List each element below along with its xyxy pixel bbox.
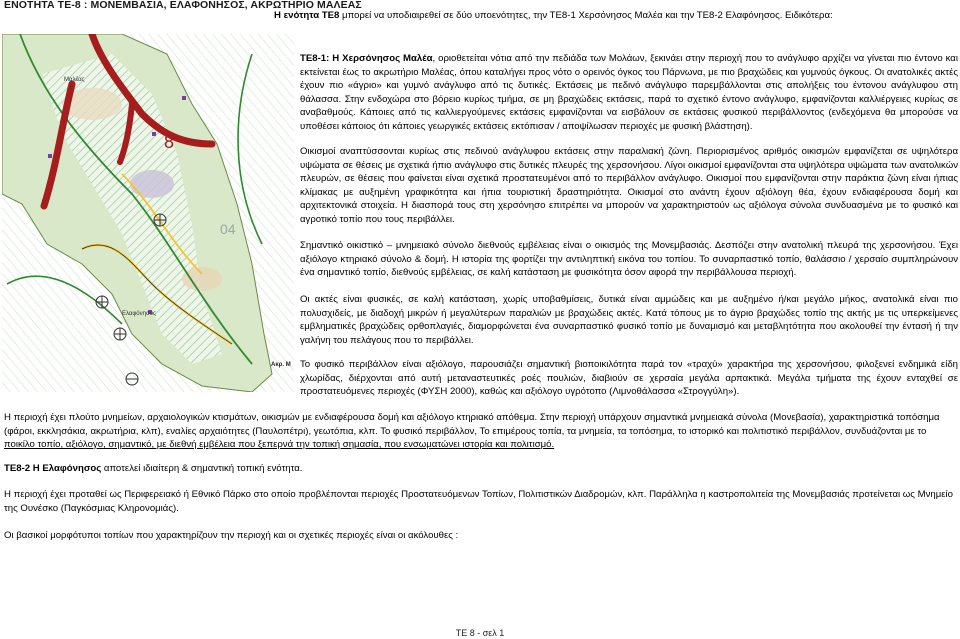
page-footer: ΤΕ 8 - σελ 1 xyxy=(455,628,505,638)
park-paragraph: Η περιοχή έχει προταθεί ως Περιφερειακό ή Εθνικό Πάρκο στο οποίο προβλέπονται περιοχές Προστατευόμενων Τοπίων, Πολιτιστικών Διαδρομών, κλπ. Παράλληλα η καστροπολιτεία της Μονεμβασιάς προτείνεται ως Μνημείο της Ουνέσκο (Παγκόσμιας Κληρονομιάς). xyxy=(4,489,953,514)
te82-paragraph xyxy=(4,462,958,476)
map-zone-label: 8 xyxy=(164,132,175,152)
heritage-underlined-text: ποικίλο τοπίο, αξιόλογο, σημαντικό, με διεθνή εμβέλεια που ξεπερνά την τοπική σημασία, που ενσωματώνει ιστορία και πολιτισμό. xyxy=(4,439,555,451)
te81-paragraph-3: Σημαντικό οικιστικό – μνημειακό σύνολο διεθνούς εμβέλειας είναι ο οικισμός της Μονεμβασιάς. Δεσπόζει στην ανατολική πλευρά της χερσονήσου. Έχει αξιόλογο κτηριακό σύνολο & δομή. Η ιστορία της φορτίζει την αντιληπτική εικόνα του τοπίου. Το συναρπαστικό τοπίο, θαλάσσιο / χερσαίο συμπληρώνουν ένα σημαντικό τοπίο, διεθνούς εμβέλειας, σε καλή κατάσταση με φυσικότητα όσον αφορά την περιβάλλουσα περιοχή. xyxy=(300,240,958,279)
heritage-text: Η περιοχή έχει πλούτο μνημείων, αρχαιολογικών κτισμάτων, οικισμών με ενδιαφέρουσα δομή και αξιόλογο κτηριακό απόθεμα. Στην περιοχή υπάρχουν σημαντικά μνημειακά σύνολα (Μονεβασία), χαρακτηριστικά τοπόσημα (φάροι, εκκλησάκια, ακρωτήρια, κλπ), εναλίες αρχαιότητες (Παυλοπέτρι), γεωτόπια, κλπ. Το φυσικό περιβάλλον, Το επιμέρους τοπία, τα μνημεία, τα τοπόσημα, το ιστορικό και πολιτιστικό περιβάλλον, συνδυάζονται με το xyxy=(4,412,940,437)
landscape-types-paragraph: Οι βασικοί μορφότυποι τοπίων που χαρακτηρίζουν την περιοχή και οι σχετικές περιοχές είναι οι ακόλουθες : xyxy=(4,530,459,541)
te81-paragraph-5: Το φυσικό περιβάλλον είναι αξιόλογο, παρουσιάζει σημαντική βιοποικιλότητα παρά τον «τραχύ» χαρακτήρα της χερσονήσου, φιλοξενεί ενδημικά είδη χλωρίδας, διέρχονται από αυτή μεταναστευτικές ροές πουλιών, διαβιούν σε χερσαία μεγάλα αρπακτικά. Μεγάλα τμήματα της έχουν ενταχθεί σε προστατευόμενες περιοχές (ΦΥΣΗ 2000), καθώς και αξιόλογο υγρότοπο (Λιμνοθάλασσα «Στρογγύλη»). xyxy=(300,359,958,398)
intro-lead: Η ενότητα ΤΕ8 xyxy=(274,10,340,21)
svg-text:04: 04 xyxy=(220,221,236,237)
map-label-maleas: Μαλέας xyxy=(64,77,85,83)
te81-paragraph-4: Οι ακτές είναι φυσικές, σε καλή κατάσταση, χωρίς υποβαθμίσεις, δυτικά είναι αμμώδεις και με αυξημένο ή/και μεγάλο μήκος, ανατολικά είναι πιο πολυσχιδείς, με διαδοχή μικρών ή μεγαλύτερων παραλιών με βραχώδεις ακτές. Κατά τόπους με το άγριο βραχώδες τοπίο της ακτής με τις υπερκείμενες εμβληματικές βραχώδεις ορθοπλαγιές, διαμορφώνεται ένα συναρπαστικό φυσικό τοπίο με δυναμισμό και μεταβλητότητα που ακολουθεί την έντασή ή την γαλήνη του πελάγους που το περιβάλλει. xyxy=(300,294,958,346)
te82-text: αποτελεί ιδιαίτερη & σημαντική τοπική ενότητα. xyxy=(101,463,303,474)
heritage-paragraph xyxy=(4,411,958,452)
map-svg xyxy=(2,34,294,392)
te82-lead: ΤΕ8-2 Η Ελαφόνησος xyxy=(4,463,102,474)
te81-paragraph-1 xyxy=(300,52,958,134)
intro-paragraph xyxy=(274,9,958,23)
te81-lead: ΤΕ8-1: Η Χερσόνησος Μαλέα xyxy=(300,53,433,64)
page-title: ΕΝΟΤΗΤΑ ΤΕ-8 : ΜΟΝΕΜΒΑΣΙΑ, ΕΛΑΦΟΝΗΣΟΣ, ΑΚΡΩΤΗΡΙΟ ΜΑΛΕΑΣ xyxy=(4,0,362,11)
map-figure xyxy=(2,34,294,392)
intro-text: μπορεί να υποδιαιρεθεί σε δύο υποενότητες, την ΤΕ8-1 Χερσόνησος Μαλέα και την ΤΕ8-2 Ελαφόνησος. Ειδικότερα: xyxy=(339,10,833,21)
te81-paragraph-2: Οικισμοί αναπτύσσονται κυρίως στις πεδινού ανάγλυφου εκτάσεις στην παραλιακή ζώνη. Περιορισμένος αριθμός οικισμών εμφανίζεται σε υψηλότερα υψώματα σε θέσεις με σχετικά ήπιο ανάγλυφο στις δυτικές πλευρές της χερσονήσου. Λίγοι οικισμοί εμφανίζονται στα υψηλότερα υψώματα των ανατολικών πλευρών, σε θέσεις που φαίνεται είναι σχετικά προστατευμένοι από το περιβάλλον ανάγλυφο. Οικισμοί που εμφανίζονται στην παράκτια ζώνη είναι ήπιας κλίμακας με αυξημένη γραφικότητα και ήπια τουριστική δραστηριότητα. Οικισμοί στο ανάντη έχουν αξιόλογη θέα, έχουν ενδιαφέρουσα δομή και αρχιτεκτονικά στοιχεία. Η διασπορά τους στη χερσόνησο επιτρέπει να μπορούν να χαρακτηριστούν ως αξιόλογα σύνολα συνδυασμένα με το φυσικό και αγροτικό τοπίο που τους περιβάλλει. xyxy=(300,146,958,225)
te81-p1-text: , οριοθετείται νότια από την πεδιάδα των Μολάων, ξεκινάει στην περιοχή που το ανάγλυφο αρχίζει να γίνεται πιο έντονο και εκτείνεται έως το ακρωτήριο Μαλέας, όπου καταλήγει προς νότο ο ορεινός όγκος του Πάρνωνα, με πιο βραχώδεις και γυμνούς όγκους. Οι ανατολικές ακτές έχουν πιο «άγριο» και γυμνό ανάγλυφο από τις δυτικές. Εκτάσεις με πεδινό ανάγλυφο παρεμβάλλονται στις απολήξεις του έντονου ανάγλυφου στη θάλασσα. Στην ενδοχώρα στο βόρειο κυρίως τμήμα, σε μη βραχώδεις εκτάσεις, παρά το σχετικό έντονο ανάγλυφο, εμφανίζονται καλλιέργειες κυρίως σε αναβαθμούς. Κάποιες από τις καλλιεργούμενες εκτάσεις εμφανίζονται να εισβάλουν σε εκτάσεις φυσικού περιβάλλοντος (ενδεχόμενα θα μπορούσε να υποθέσει κάποιος ότι κάποιες γεωργικές εκτάσεις εκτόπισαν / αποψίλωσαν περιοχές με φυσική βλάστηση). xyxy=(300,53,958,132)
map-label-elafonisos: Ελαφόνησος xyxy=(122,311,156,317)
map-label-akr: Ακρ. Μ xyxy=(271,362,291,368)
